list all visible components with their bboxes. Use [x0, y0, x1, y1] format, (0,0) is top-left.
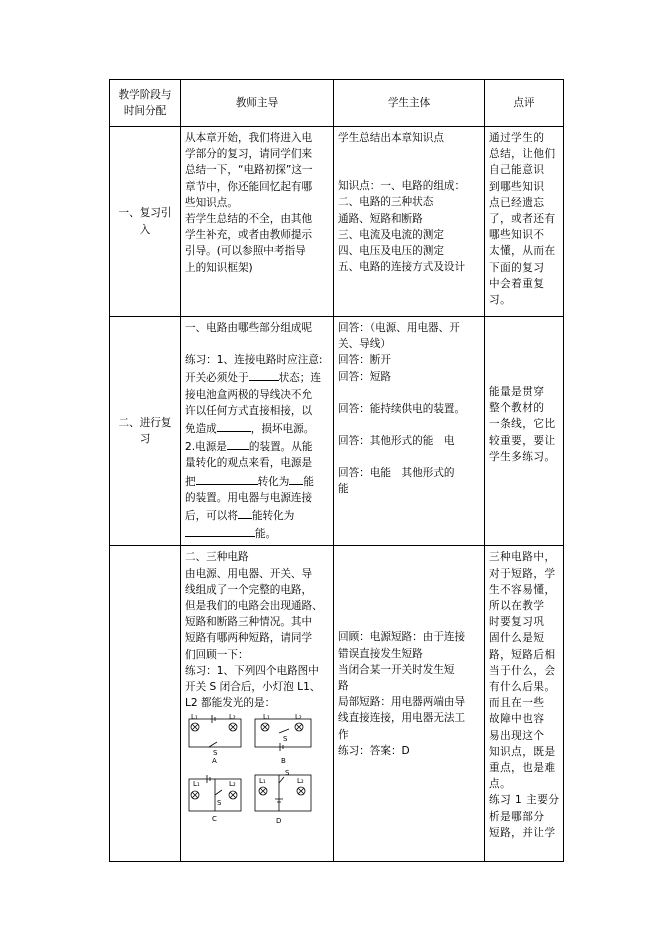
diagram-label-a: A	[212, 757, 217, 766]
teacher-cell	[181, 127, 334, 317]
stage-cell: 二、进行复 习	[110, 317, 181, 546]
text-line: 下面的复习	[489, 261, 545, 274]
text-line	[338, 417, 480, 433]
row-review-intro	[110, 127, 564, 317]
text-line: 能	[338, 483, 349, 496]
text-line: 学生补充，或者由教师提示	[185, 229, 313, 242]
text-line: 当闭合某一开关时发生短	[338, 663, 455, 676]
text-line: 由电源、用电器、开关、导	[185, 567, 313, 580]
switch-icon	[209, 742, 217, 747]
text-line: 些知识点。	[185, 196, 238, 209]
text-line: 回答：断开	[338, 354, 391, 367]
lesson-plan-table	[109, 79, 564, 862]
text-line: 线组成了一个完整的电路，	[185, 583, 313, 596]
text-line: 一条线，它比	[489, 418, 556, 431]
text-line: 引导。(可以参照中考指导	[185, 245, 306, 258]
text-line	[489, 336, 559, 352]
text-line: 练习 1 主要分	[489, 794, 560, 807]
text-line	[338, 565, 480, 581]
text-line: 到哪些知识	[489, 180, 545, 193]
fill-blank	[227, 437, 249, 450]
text-line: 了，或者还有	[489, 213, 556, 226]
text-line: 四、电压及电压的测定	[338, 245, 444, 258]
text-line: 作	[338, 728, 349, 741]
text-line	[338, 597, 480, 613]
text-line: 练习：答案：D	[338, 744, 410, 757]
text-line: 而且在一些	[489, 697, 545, 710]
text-line: 较重要，要让	[489, 434, 556, 447]
fill-blank	[249, 368, 279, 381]
text-line: 短路有哪两种短路，请同学	[185, 632, 313, 645]
switch-icon	[215, 790, 222, 795]
comment-cell	[485, 127, 564, 317]
stage-cell: 一、复习引 入	[110, 127, 181, 317]
lamp-label: L₂	[229, 713, 236, 722]
text-line: 路，短路后相	[489, 648, 556, 661]
text-line: 开关 S 闭合后，小灯泡 L1、	[185, 681, 321, 694]
text-line: 练习：1、下列四个电路图中	[185, 664, 319, 677]
switch-label: S	[285, 769, 290, 778]
text-line	[338, 146, 480, 162]
header-student: 学生主体	[334, 80, 485, 127]
text-line: 总结，让他们	[489, 148, 556, 161]
text-line	[489, 368, 559, 384]
lamp-label: L₁	[191, 713, 198, 722]
text-line: 学生多练习。	[489, 450, 556, 463]
fill-blank	[217, 419, 251, 432]
text-line: 通过学生的	[489, 132, 545, 144]
text-line: 整个教材的	[489, 402, 545, 415]
comment-cell	[485, 546, 564, 862]
teacher-cell: 一、电路由哪些部分组成呢 练习：1、连接电路时应注意: 开关必须处于 状态；连 接电池盒两极的导线决不允 许以任何方式直接相接，以 免造成 ，损坏电源。 2.电源是 的装置。从能 量转化的观点来看，电源是 把 转化为 能 的装置。用电器与电源连接 后，可以将 能转化为 能。	[181, 317, 334, 546]
text-line	[338, 613, 480, 629]
text-line: 知识点，既是	[489, 745, 556, 758]
text-line: 回答：短路	[338, 370, 391, 383]
text-line: 二、三种电路	[185, 551, 249, 564]
text-line: L2 都能发光的是：	[185, 697, 276, 710]
text-line: 错误直接发生短路	[338, 647, 423, 660]
circuit-diagrams	[185, 713, 329, 833]
text-line	[489, 352, 559, 368]
text-line: 生不容易懂，	[489, 583, 556, 596]
text-line: 太懂，从而在	[489, 245, 556, 258]
text-line: 若学生总结的不全，由其他	[185, 213, 313, 226]
text-line: 回顾：电源短路：由于连接	[338, 631, 466, 644]
text-line: 习。	[489, 294, 512, 307]
switch-label: S	[283, 735, 288, 744]
text-line: 回答：（电源、用电器、开	[338, 322, 460, 334]
teacher-cell	[181, 546, 334, 862]
text-line: 析是哪部分	[489, 810, 545, 823]
lamp-label: L₂	[229, 780, 236, 789]
text-line: 点已经遗忘	[489, 196, 545, 209]
fill-blank	[185, 524, 255, 537]
header-comment: 点评	[485, 80, 564, 127]
text-line	[338, 549, 480, 565]
text-line: 关、导线）	[338, 338, 391, 351]
text-line: 章节中，你还能回忆起有哪	[185, 180, 313, 193]
text-line: 易出现这个	[489, 729, 545, 742]
text-line: 短路和断路三种情况。其中	[185, 616, 313, 629]
text-line: 有什么后果。	[489, 681, 556, 694]
text-line: 时要复习巩	[489, 616, 545, 629]
diagram-label-d: D	[276, 817, 282, 826]
text-line	[489, 320, 559, 336]
text-line: 当于什么，会	[489, 664, 556, 677]
text-line: 知识点：一、电路的组成：	[338, 180, 466, 193]
header-teacher: 教师主导	[181, 80, 334, 127]
lamp-label: L₂	[297, 777, 304, 786]
text-line: 三种电路中，	[489, 551, 556, 564]
switch-label: S	[213, 749, 218, 758]
fill-blank	[196, 472, 258, 485]
text-line: 但是我们的电路会出现通路、	[185, 600, 323, 613]
text-line	[338, 385, 480, 401]
row-review	[110, 317, 564, 546]
text-line: 二、电路的三种状态	[338, 196, 434, 209]
text-line: 从本章开始，我们将进入电	[185, 132, 313, 144]
text-line: 故障中也容	[489, 713, 545, 726]
text-line: 点。	[489, 778, 512, 791]
text-line: 学部分的复习，请同学们来	[185, 148, 313, 161]
row-three-circuits	[110, 546, 564, 862]
text-line: 局部短路：用电器两端由导	[338, 696, 466, 709]
text-line: 回答：其他形式的能 电	[338, 435, 455, 448]
switch-icon	[279, 729, 289, 733]
text-line: 们回顾一下：	[185, 648, 249, 661]
diagram-label-c: C	[212, 815, 217, 824]
lamp-label: L₂	[295, 713, 302, 722]
text-line: 中会着重复	[489, 277, 545, 290]
text-line: 线直接连接，用电器无法工	[338, 712, 466, 725]
text-line: 总结一下，“电路初探”这一	[185, 164, 313, 177]
text-line: 重点，也是难	[489, 762, 556, 775]
lamp-label: L₁	[193, 780, 200, 789]
header-row	[110, 80, 564, 127]
text-line	[338, 162, 480, 178]
lamp-label: L₁	[263, 713, 270, 722]
text-line: 固什么是短	[489, 632, 545, 645]
switch-label: S	[217, 799, 222, 808]
text-line	[338, 449, 480, 465]
text-line: 路	[338, 680, 349, 693]
text-line: 回答：电能 其他形式的	[338, 467, 455, 480]
text-line: 回答：能持续供电的装置。	[338, 402, 466, 415]
stage-cell	[110, 546, 181, 862]
text-line: 学生总结出本章知识点	[338, 132, 444, 144]
text-line: 三、电流及电流的测定	[338, 228, 444, 241]
text-line: 短路，并让学	[489, 826, 556, 839]
text-line: 通路、短路和断路	[338, 212, 423, 225]
student-cell	[334, 127, 485, 317]
lamp-label: L₁	[259, 777, 266, 786]
student-cell	[334, 317, 485, 546]
fill-blank	[289, 472, 303, 485]
text-line: 自己能意识	[489, 164, 545, 177]
text-line: 上的知识框架)	[185, 261, 253, 274]
header-stage: 教学阶段与 时间分配	[110, 80, 181, 127]
text-line: 哪些知识不	[489, 229, 545, 242]
comment-cell	[485, 317, 564, 546]
student-cell	[334, 546, 485, 862]
text-line	[338, 581, 480, 597]
text-line: 能量是贯穿	[489, 386, 545, 398]
text-line: 对于短路，学	[489, 567, 556, 580]
fill-blank	[238, 506, 252, 519]
teacher-text	[185, 549, 329, 711]
switch-icon	[279, 777, 284, 783]
diagram-label-b: B	[281, 757, 286, 766]
text-line: 五、电路的连接方式及设计	[338, 261, 466, 274]
text-line: 所以在教学	[489, 600, 545, 613]
